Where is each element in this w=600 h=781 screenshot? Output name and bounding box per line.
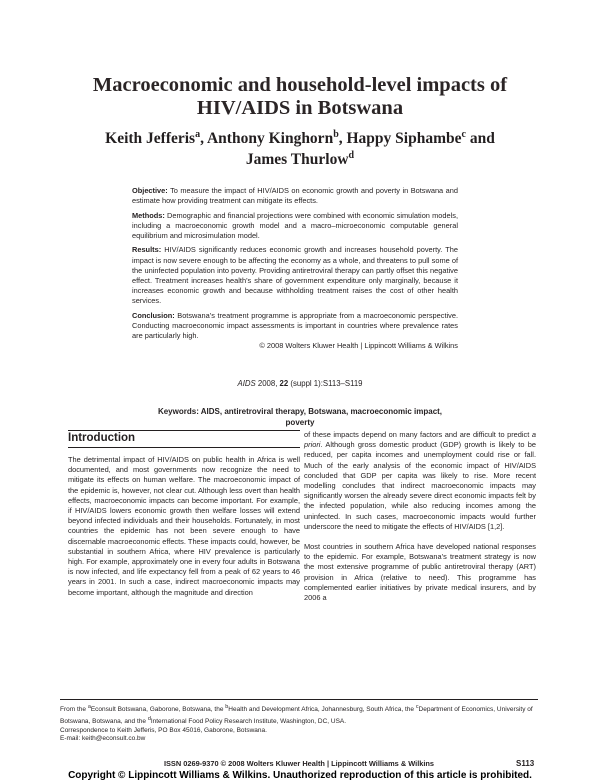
page-number: S113	[516, 759, 535, 768]
correspondence: Correspondence to Keith Jefferis, PO Box 45016, Gaborone, Botswana.	[60, 726, 267, 734]
abstract-methods	[132, 211, 458, 242]
affiliation-marker: c	[415, 704, 419, 710]
citation-year: 2008,	[255, 379, 280, 388]
abstract	[132, 186, 458, 352]
citation-volume: 22	[279, 379, 289, 388]
author-siphambe: , Happy Siphambe	[338, 130, 462, 147]
author-kinghorn: , Anthony Kinghorn	[200, 130, 334, 147]
right-column	[304, 430, 536, 603]
footnote-text: Health and Development Africa, Johannesburg, South Africa, the	[228, 706, 416, 714]
copyright-banner: Copyright © Lippincott Williams & Wilkins. Unauthorized reproduction of this article is prohibited.	[68, 770, 532, 781]
footnote-text: Econsult Botswana, Gaborone, Botswana, the	[90, 706, 226, 714]
abstract-label: Objective:	[132, 186, 168, 195]
footnote-text: International Food Policy Research Institute, Washington, DC, USA.	[150, 717, 347, 725]
abstract-conclusion	[132, 311, 458, 342]
affiliation-marker: c	[461, 128, 466, 140]
body-italic: a priori	[304, 430, 536, 450]
abstract-objective	[132, 186, 458, 206]
footnote-text: From the	[60, 706, 88, 714]
abstract-text: To measure the impact of HIV/AIDS on economic growth and poverty in Botswana and estimate how providing treatment can mitigate its effects.	[132, 186, 458, 206]
abstract-results	[132, 245, 458, 306]
affiliations	[60, 703, 538, 727]
footnote-divider	[60, 699, 538, 700]
left-column	[68, 430, 300, 598]
body-paragraph: Most countries in southern Africa have developed national responses to the epidemic. For example, Botswana’s treatment strategy is now the most extensive programme of public antiretroviral therapy (ART) provision in Africa (relative to need). This programme has complemented earlier initiatives by private medical insurers, and by 2006 a	[304, 542, 536, 603]
body-text: of these impacts depend on many factors and are difficult to predict	[304, 430, 532, 439]
keywords: Keywords: AIDS, antiretroviral therapy, Botswana, macroeconomic impact, poverty	[157, 407, 443, 427]
article-title: Macroeconomic and household-level impacts of HIV/AIDS in Botswana	[92, 74, 508, 119]
author-list	[60, 128, 540, 170]
affiliation-marker: b	[333, 128, 339, 140]
author-conjunction: and	[465, 130, 495, 147]
abstract-copyright: © 2008 Wolters Kluwer Health | Lippincott Williams & Wilkins	[259, 341, 458, 351]
citation-pages: (suppl 1):S113–S119	[288, 379, 363, 388]
affiliation-marker: d	[348, 149, 355, 161]
footer-issn: ISSN 0269-9370 © 2008 Wolters Kluwer Health | Lippincott Williams & Wilkins	[163, 759, 435, 768]
affiliation-marker: d	[147, 715, 151, 722]
citation-line	[60, 379, 540, 388]
author-jefferis: Keith Jefferis	[105, 130, 196, 147]
body-paragraph	[304, 430, 536, 532]
journal-name: AIDS	[237, 379, 256, 388]
footnote-text: Department of Economics, University of Botswana, Botswana, and the	[60, 706, 533, 725]
email: E-mail: keith@econsult.co.bw	[60, 735, 146, 743]
abstract-text: HIV/AIDS significantly reduces economic growth and increases household poverty. The impact is now severe enough to be affecting the economy as a whole, and threatens to pull some of the uninfected population into poverty. Providing antiretroviral therapy can partly offset this negative effect. Treatment increases health’s share of government expenditure only marginally, because it increases economic growth and because withholding treatment raises the cost of other health services.	[132, 245, 458, 306]
affiliation-marker: a	[87, 704, 91, 710]
abstract-text: Botswana’s treatment programme is appropriate from a macroeconomic perspective. Conducting macroeconomic impact assessments is important in countries where prevalence rates are particularly high.	[132, 310, 458, 341]
abstract-text: Demographic and financial projections were combined with economic simulation models, including a macroeconomic growth model and a macro–microeconomic computable general equilibrium and microsimulation model.	[132, 210, 458, 240]
affiliation-marker: a	[195, 128, 201, 140]
abstract-label: Results:	[132, 245, 162, 255]
affiliations-footnote	[60, 703, 538, 744]
abstract-label: Conclusion:	[132, 310, 175, 320]
author-thurlow: James Thurlow	[245, 151, 349, 168]
abstract-label: Methods:	[132, 210, 165, 220]
body-paragraph: The detrimental impact of HIV/AIDS on public health in Africa is well documented, and most governments now recognize the need to mitigate its effects on human welfare. The macroeconomic impact of the epidemic is, however, not clear cut. Although less overt than health effects, macroeconomic impacts can become important. For example, if HIV/AIDS lowers economic growth then welfare losses will extend beyond infected individuals and their households. Fortunately, in most countries the epidemic has not been severe enough to have discernable macroeconomic effects. These impacts could, however, be substantial in southern Africa, where HIV prevalence is particularly high. For example, approximately one in every four adults in Botswana is now infected, and life expectancy fell from a peak of 62 years to 46 years in 2001. In such a case, indirect macroeconomic impacts may become important, although the magnitude and direction	[68, 455, 300, 597]
paragraph-gap	[304, 532, 536, 542]
section-heading: Introduction	[68, 432, 300, 448]
body-text: . Although gross domestic product (GDP) growth is likely to be reduced, per capita incomes and unemployment could rise or fall. Much of the early analysis of the economic impact of HIV/AIDS concluded that GDP per capita was likely to rise. More recent modelling concludes that indirect macroeconomic impacts may significantly worsen the already severe direct economic impacts felt by the infected population, while also reducing incomes among the uninfected. In such cases, macroeconomic impacts would further underscore the need to mitigate the effects of HIV/AIDS [1,2].	[304, 440, 536, 531]
affiliation-marker: b	[225, 704, 229, 710]
